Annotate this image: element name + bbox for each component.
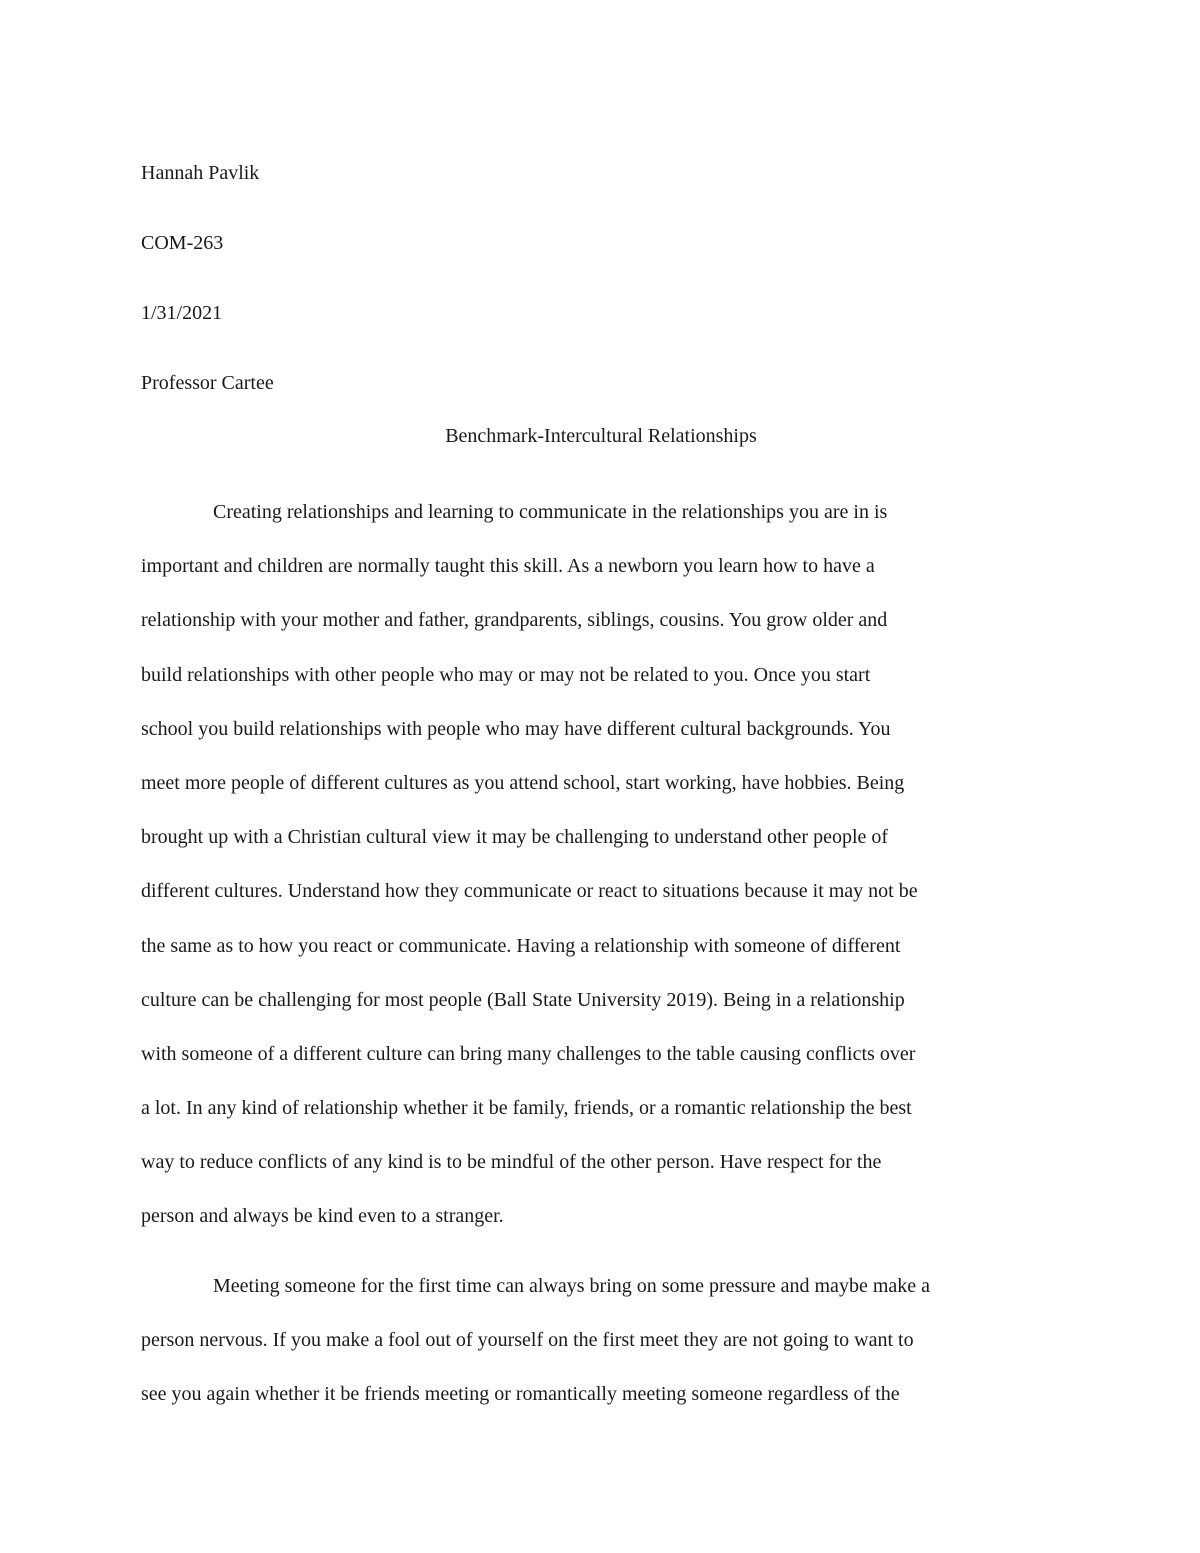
- paragraph-line: person and always be kind even to a stranger.: [141, 1205, 504, 1228]
- author-name: Hannah Pavlik: [141, 162, 260, 184]
- document-title: Benchmark-Intercultural Relationships: [445, 425, 757, 447]
- paragraph-line: meet more people of different cultures as you attend school, start working, have hobbies. Being: [141, 771, 905, 794]
- paragraph: [141, 1259, 1061, 1422]
- document-header: [141, 138, 1061, 418]
- course-code: COM-263: [141, 232, 224, 254]
- paragraph-line: different cultures. Understand how they communicate or react to situations because it may not be: [141, 880, 918, 903]
- paragraph-line: build relationships with other people who may or may not be related to you. Once you start: [141, 663, 871, 686]
- paragraph-line: relationship with your mother and father, grandparents, siblings, cousins. You grow older and: [141, 609, 888, 632]
- paragraph-line: Creating relationships and learning to communicate in the relationships you are in is: [213, 501, 888, 523]
- paragraph-line: a lot. In any kind of relationship whether it be family, friends, or a romantic relationship the best: [141, 1097, 912, 1120]
- paragraph-line: school you build relationships with people who may have different cultural backgrounds. You: [141, 717, 891, 740]
- paragraph: [141, 485, 1061, 1244]
- paragraph-line: see you again whether it be friends meeting or romantically meeting someone regardless of the: [141, 1383, 900, 1406]
- paragraph-line: important and children are normally taught this skill. As a newborn you learn how to have a: [141, 555, 875, 578]
- paragraph-line: culture can be challenging for most people (Ball State University 2019). Being in a relationship: [141, 988, 905, 1011]
- paragraph-line: the same as to how you react or communicate. Having a relationship with someone of different: [141, 934, 901, 957]
- paragraph-line: person nervous. If you make a fool out of yourself on the first meet they are not going to want to: [141, 1329, 914, 1352]
- paragraph-line: with someone of a different culture can bring many challenges to the table causing conflicts over: [141, 1042, 916, 1065]
- document-date: 1/31/2021: [141, 302, 223, 324]
- paragraph-line: Meeting someone for the first time can always bring on some pressure and maybe make a: [213, 1275, 931, 1297]
- paragraph-line: way to reduce conflicts of any kind is to be mindful of the other person. Have respect for the: [141, 1151, 882, 1174]
- paragraph-line: brought up with a Christian cultural view it may be challenging to understand other people of: [141, 826, 889, 849]
- professor-name: Professor Cartee: [141, 372, 274, 394]
